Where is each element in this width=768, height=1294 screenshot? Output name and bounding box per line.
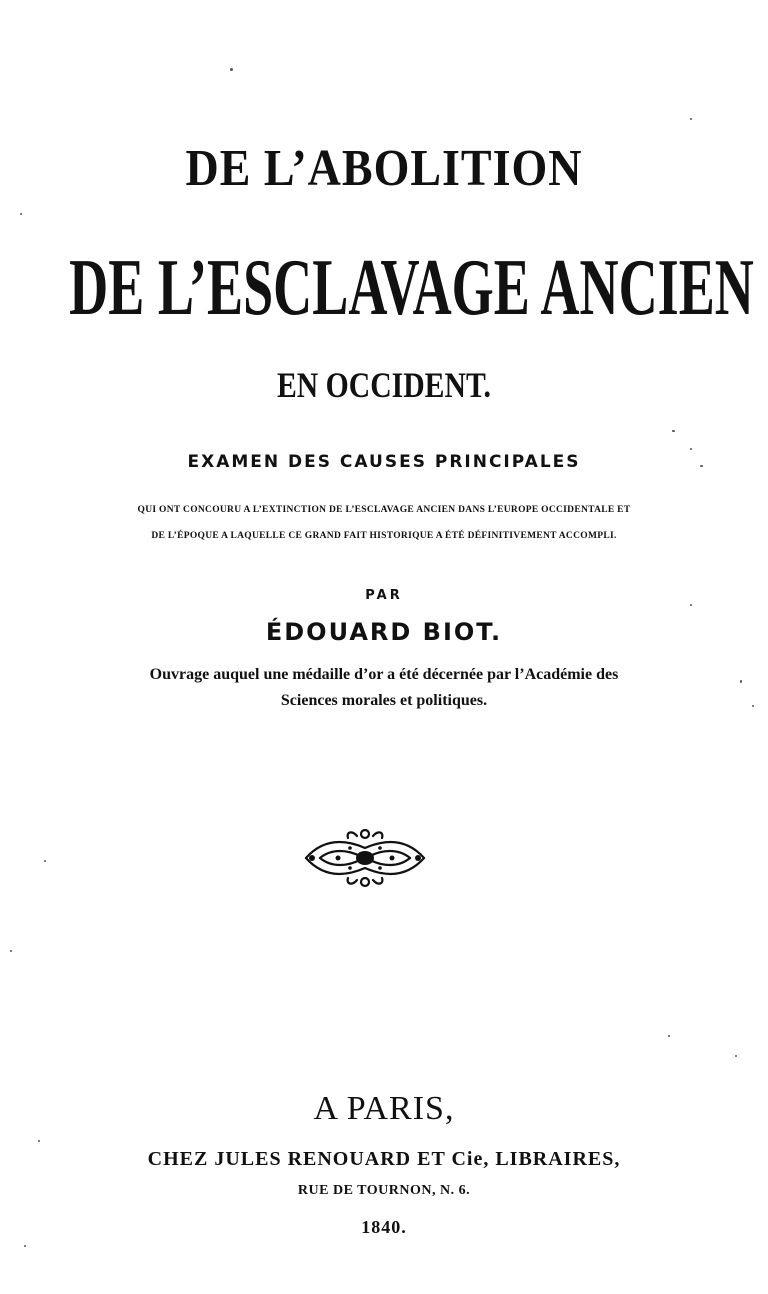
- scan-speck: [690, 448, 692, 450]
- scan-speck: [20, 213, 22, 215]
- imprint-city: A PARIS,: [313, 1090, 455, 1127]
- scan-speck: [24, 1245, 26, 1247]
- imprint-year: 1840.: [361, 1217, 407, 1237]
- award-line-2: Sciences morales et politiques.: [280, 692, 488, 709]
- description-line-1: QUI ONT CONCOURU A L’EXTINCTION DE L’ESCLAVAGE ANCIEN DANS L’EUROPE OCCIDENTALE ET: [137, 505, 631, 515]
- imprint-publisher: CHEZ JULES RENOUARD ET Cie, LIBRAIRES,: [147, 1148, 621, 1170]
- scan-speck: [690, 118, 692, 120]
- title-line-3: EN OCCIDENT.: [276, 366, 491, 406]
- scan-speck: [752, 705, 754, 707]
- subtitle: EXAMEN DES CAUSES PRINCIPALES: [187, 452, 581, 472]
- scan-speck: [10, 950, 12, 952]
- award-line-1: Ouvrage auquel une médaille d’or a été décernée par l’Académie des: [149, 666, 619, 683]
- scan-speck: [735, 1055, 737, 1057]
- imprint-address: RUE DE TOURNON, N. 6.: [297, 1183, 471, 1198]
- scan-speck: [700, 465, 703, 467]
- byline-par: PAR: [365, 588, 403, 603]
- scan-speck: [740, 680, 742, 683]
- description-line-2: DE L’ÉPOQUE A LAQUELLE CE GRAND FAIT HISTORIQUE A ÉTÉ DÉFINITIVEMENT ACCOMPLI.: [151, 531, 617, 541]
- scan-speck: [672, 430, 675, 432]
- title-line-1: DE L’ABOLITION: [185, 139, 583, 197]
- scan-speck: [38, 1140, 40, 1142]
- scan-speck: [690, 604, 692, 606]
- title-line-2: DE L’ESCLAVAGE ANCIEN: [69, 243, 754, 333]
- scan-speck: [44, 860, 46, 862]
- scan-speck: [230, 68, 233, 71]
- author-name: ÉDOUARD BIOT.: [265, 618, 503, 646]
- scan-speck: [668, 1035, 670, 1037]
- fleuron-ornament-icon: [302, 826, 428, 890]
